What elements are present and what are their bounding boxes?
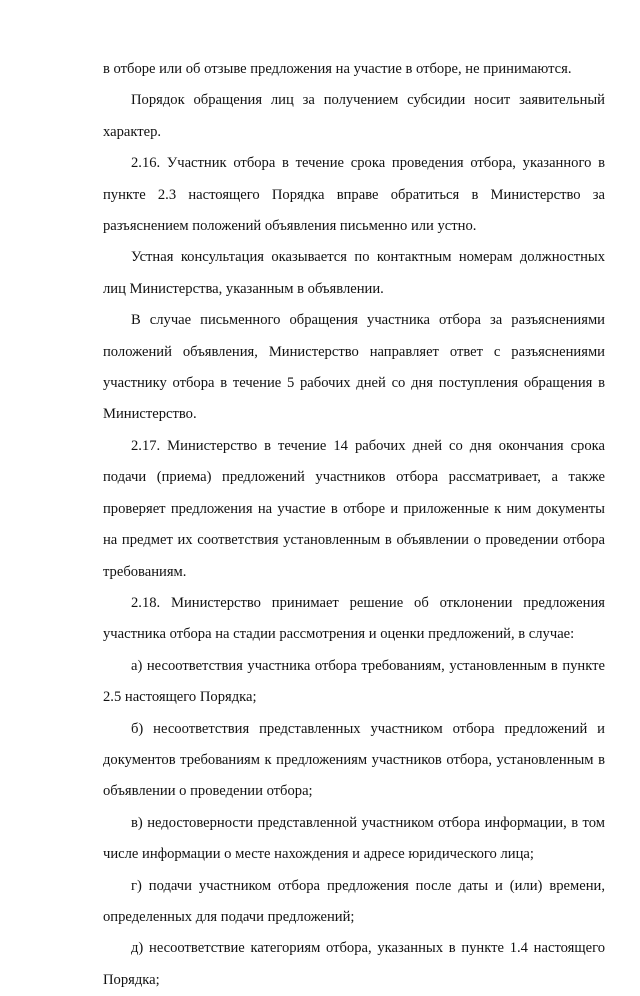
paragraph-application-nature: Порядок обращения лиц за получением субсидии носит заявительный характер.: [103, 92, 605, 140]
document-body: [103, 54, 605, 996]
list-item-g: г) подачи участником отбора предложения после даты и (или) времени, определенных для подачи предложений;: [103, 877, 605, 925]
paragraph-2-18: 2.18. Министерство принимает решение об отклонении предложения участника отбора на стадии рассмотрения и оценки предложений, в случае:: [103, 594, 605, 643]
paragraph-oral-consultation: Устная консультация оказывается по контактным номерам должностных лиц Министерства, указанным в объявлении.: [103, 249, 605, 297]
paragraph-2-16: 2.16. Участник отбора в течение срока проведения отбора, указанного в пункте 2.3 настоящего Порядка вправе обратиться в Министерство за разъяснением положений объявления письменно или устно.: [103, 155, 605, 235]
list-item-a: а) несоответствия участника отбора требованиям, установленным в пункте 2.5 настоящего Порядка;: [103, 657, 605, 706]
paragraph-written-request: В случае письменного обращения участника отбора за разъяснениями положений объявления, Министерство направляет ответ с разъяснениями участнику отбора в течение 5 рабочих дней со дня поступления обращения в Министерство.: [103, 312, 605, 423]
paragraph-continuation: в отборе или об отзыве предложения на участие в отборе, не принимаются.: [103, 61, 572, 77]
paragraph-2-17: 2.17. Министерство в течение 14 рабочих дней со дня окончания срока подачи (приема) предложений участников отбора рассматривает, а также проверяет предложения на участие в отборе и приложенные к ним документы на предмет их соответствия установленным в объявлении о проведении отбора требованиям.: [103, 437, 605, 580]
list-item-b: б) несоответствия представленных участником отбора предложений и документов требованиям к предложениям участников отбора, установленным в объявлении о проведении отбора;: [103, 720, 605, 800]
list-item-v: в) недостоверности представленной участником отбора информации, в том числе информации о месте нахождения и адресе юридического лица;: [103, 814, 605, 863]
list-item-d: д) несоответствие категориям отбора, указанных в пункте 1.4 настоящего Порядка;: [103, 940, 605, 988]
